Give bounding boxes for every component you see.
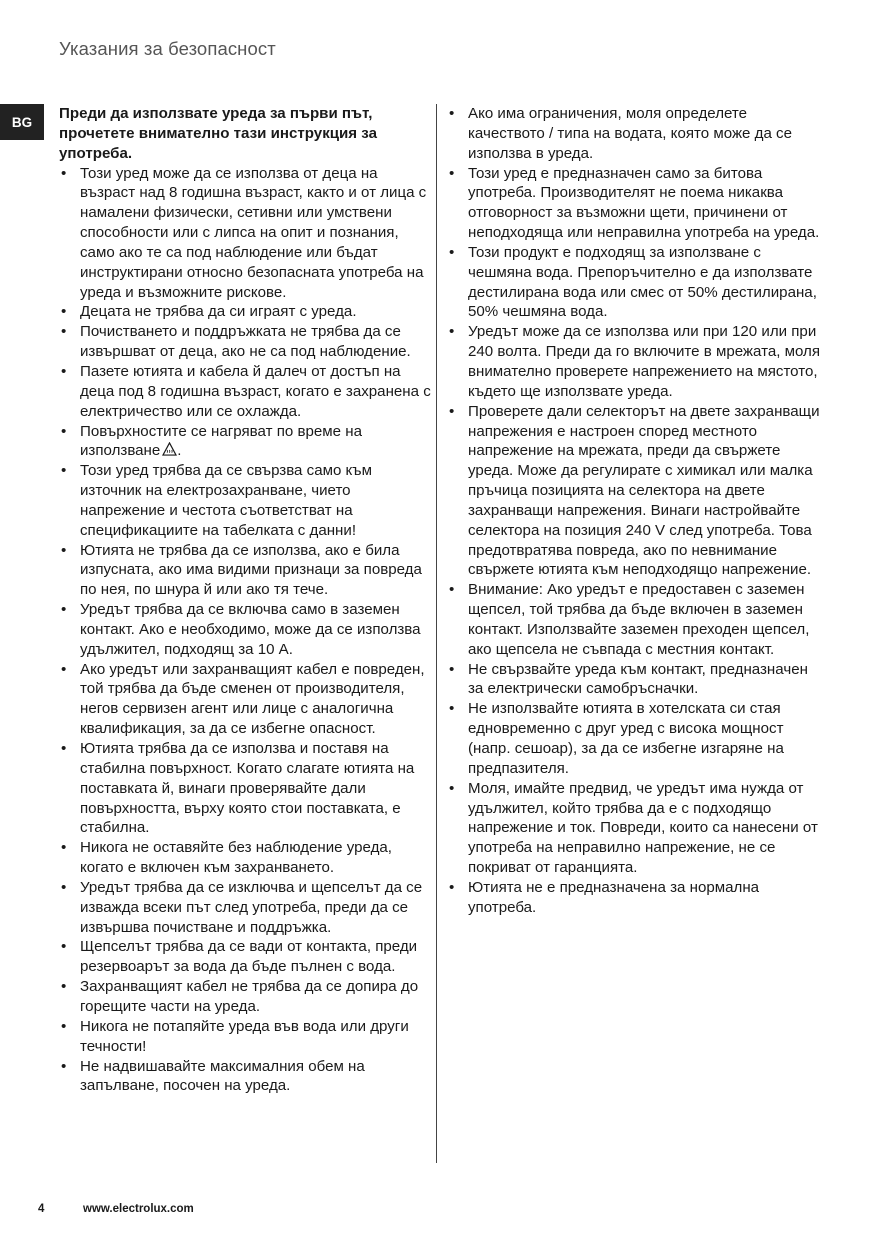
right-column — [447, 104, 822, 918]
list-item: • Уредът може да се използва или при 120 или при 240 волта. Преди да го включите в мрежата, моля внимателно проверете напрежението на мястото, където ще използвате уреда. — [447, 322, 822, 401]
list-item: • Не свързвайте уреда към контакт, предназначен за електрически самобръсначки. — [447, 660, 822, 700]
language-tab: BG — [0, 104, 44, 140]
list-item: • Проверете дали селекторът на двете захранващи напрежения е настроен според местното напрежение на мрежата, преди да свържете уреда. Може да регулирате с химикал или малка пръчица позицията на селектора на двете захранващи напрежения. Винаги настройвайте селектора на позиция 240 V след употреба. Това предотвратява повреда, ако по невнимание свържете ютията към неподходящо напрежение. — [447, 402, 822, 581]
list-item: • Уредът трябва да се включва само в заземен контакт. Ако е необходимо, може да се използва удължител, подходящ за 10 А. — [59, 600, 431, 660]
left-column — [59, 104, 431, 1096]
list-item: • Този продукт е подходящ за използване с чешмяна вода. Препоръчително е да използвате дестилирана вода или смес от 50% дестилирана, 50% чешмяна вода. — [447, 243, 822, 322]
list-item: • Ютията трябва да се използва и поставя на стабилна повърхност. Когато слагате ютията на поставката й, винаги проверявайте дали повърхността, върху която стои поставката, е стабилна. — [59, 739, 431, 838]
list-item: • Децата не трябва да си играят с уреда. — [59, 302, 431, 322]
list-item: • Щепселът трябва да се вади от контакта, преди резервоарът за вода да бъде пълнен с вода. — [59, 937, 431, 977]
list-item: • Почистването и поддръжката не трябва да се извършват от деца, ако не са под наблюдение. — [59, 322, 431, 362]
list-item: • Повърхностите се нагряват по време на използване . — [59, 422, 431, 462]
list-item: • Никога не оставяйте без наблюдение уреда, когато е включен към захранването. — [59, 838, 431, 878]
safety-list-right — [447, 104, 822, 918]
page-number: 4 — [38, 1203, 45, 1215]
website-link[interactable]: www.electrolux.com — [83, 1203, 194, 1215]
column-divider — [436, 104, 437, 1163]
list-item: • Не надвишавайте максималния обем на запълване, посочен на уреда. — [59, 1057, 431, 1097]
list-item: • Никога не потапяйте уреда във вода или други течности! — [59, 1017, 431, 1057]
list-item: • Ако уредът или захранващият кабел е повреден, той трябва да бъде сменен от производителя, негов сервизен агент или лице с аналогична квалификация, за да се избегне опасност. — [59, 660, 431, 739]
safety-list-left — [59, 164, 431, 1097]
list-item: • Пазете ютията и кабела й далеч от достъп на деца под 8 годишна възраст, когато е захранена с електричество или се охлажда. — [59, 362, 431, 422]
hot-surface-warning-icon — [162, 442, 177, 456]
list-item: • Моля, имайте предвид, че уредът има нужда от удължител, който трябва да е с подходящо напрежение и ток. Повреди, които са нанесени от употреба на неправилно напрежение, не се покриват от гаранцията. — [447, 779, 822, 878]
list-item: • Този уред е предназначен само за битова употреба. Производителят не поема никаква отговорност за възможни щети, причинени от неподходяща или неправилна употреба на уреда. — [447, 164, 822, 243]
list-item: • Захранващият кабел не трябва да се допира до горещите части на уреда. — [59, 977, 431, 1017]
list-item-text: Повърхностите се нагряват по време на използване — [80, 422, 362, 460]
intro-text: Преди да използвате уреда за първи път, прочетете внимателно тази инструкция за употреба. — [59, 105, 378, 162]
list-item: • Не използвайте ютията в хотелската си стая едновременно с друг уред с висока мощност (напр. сешоар), за да се избегне изгаряне на предпазителя. — [447, 699, 822, 778]
page-title: Указания за безопасност — [59, 38, 276, 59]
list-item: • Ютията не е предназначена за нормална употреба. — [447, 878, 822, 918]
list-item: • Този уред трябва да се свързва само към източник на електрозахранване, чието напрежение и честота съответстват на спецификациите на табелката с данни! — [59, 461, 431, 540]
list-item: • Ютията не трябва да се използва, ако е била изпусната, ако има видими признаци за повреда по нея, по шнура й или ако тя тече. — [59, 541, 431, 601]
list-item: • Ако има ограничения, моля определете качеството / типа на водата, която може да се използва в уреда. — [447, 104, 822, 164]
list-item: • Внимание: Ако уредът е предоставен с заземен щепсел, той трябва да бъде включен в заземен контакт. Използвайте заземен преходен щепсел, ако щепсела не съвпада с местния контакт. — [447, 580, 822, 659]
list-item: • Този уред може да се използва от деца на възраст над 8 годишна възраст, както и от лица с намалени физически, сетивни или умствени способности или с липса на опит и познания, само ако те са под наблюдение или бъдат инструктирани относно безопасната употреба на уреда и възможните рискове. — [59, 164, 431, 303]
list-item: • Уредът трябва да се изключва и щепселът да се изважда всеки път след употреба, преди да се извършва почистване и поддръжка. — [59, 878, 431, 938]
